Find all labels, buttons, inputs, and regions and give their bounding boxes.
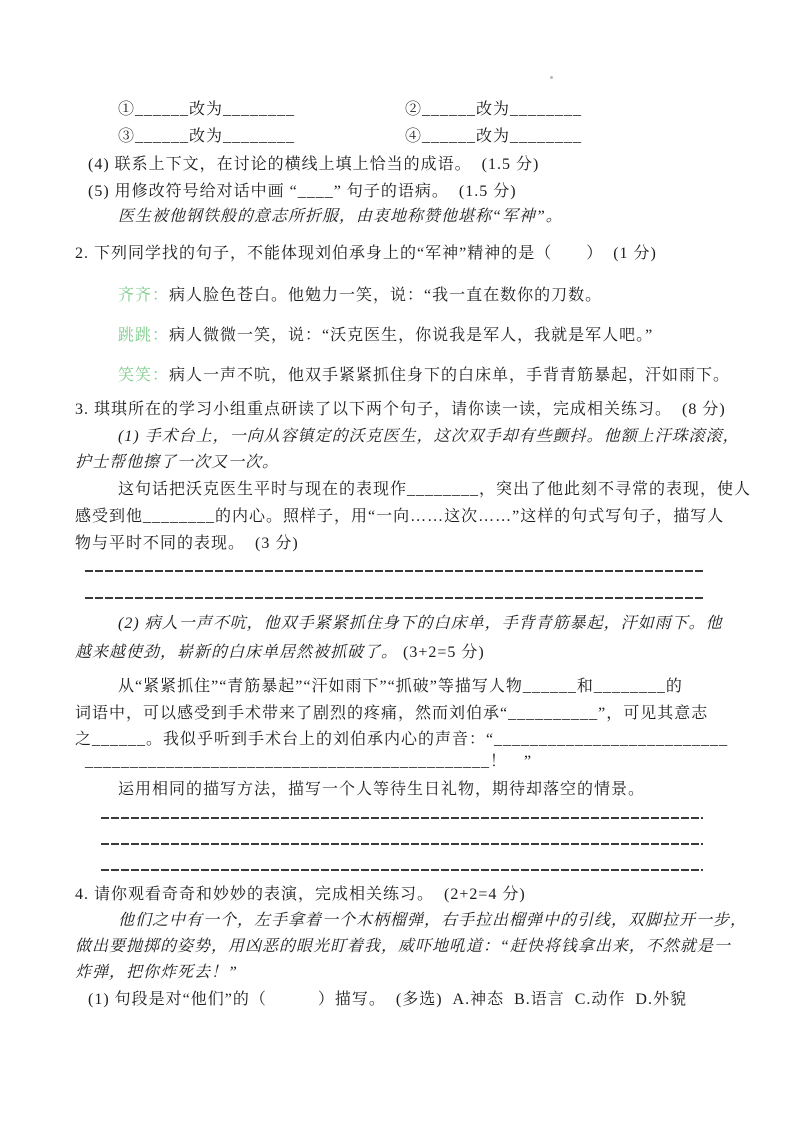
q3-s1-body-line2: 感受到他________的内心。照样子，用“一向……这次……”这样的句式写句子，描写人 xyxy=(75,508,725,525)
q3-sentence1-line2: 护士帮他擦了一次又一次。 xyxy=(75,454,280,471)
q4-stem: 4. 请你观看奇奇和妙妙的表演，完成相关练习。 (2+2=4 分) xyxy=(75,886,526,903)
speaker-text: 病人微微一笑，说：“沃克医生，你说我是军人，我就是军人吧。” xyxy=(169,327,654,344)
q3-s1-body-line3: 物与平时不同的表现。 (3 分) xyxy=(75,535,299,552)
q4-quote-line1: 他们之中有一个，左手拿着一个木柄榴弹，右手拉出榴弹中的引线，双脚拉开一步， xyxy=(118,912,748,929)
speaker-name: 笑笑： xyxy=(118,367,170,384)
q1-quoted-sentence: 医生被他钢铁般的意志所折服，由衷地称赞他堪称“军神”。 xyxy=(118,208,563,225)
q3-s2-body-line4: _____________________________________________！ ” xyxy=(85,753,533,770)
q3-sentence2-line2 xyxy=(75,643,485,663)
q3-sentence1-line1: (1) 手术台上，一向从容镇定的沃克医生，这次双手却有些颤抖。他额上汗珠滚滚， xyxy=(118,428,740,445)
answer-line xyxy=(101,817,703,819)
correction-blank-4: ④______改为________ xyxy=(405,128,583,145)
speaker-name: 跳跳： xyxy=(118,327,170,344)
correction-blank-1: ①______改为________ xyxy=(118,101,296,118)
q2-speaker-row xyxy=(118,366,730,386)
stray-mark xyxy=(550,76,553,79)
speaker-text: 病人脸色苍白。他勉力一笑，说：“我一直在数你的刀数。 xyxy=(169,287,603,304)
answer-line xyxy=(85,597,703,599)
q3-sentence2-line1: (2) 病人一声不吭，他双手紧紧抓住身下的白床单，手背青筋暴起，汗如雨下。他 xyxy=(118,615,723,632)
answer-line xyxy=(101,869,703,871)
q4-quote-line3: 炸弹，把你炸死去！” xyxy=(75,964,238,981)
q4-quote-line2: 做出要抛掷的姿势，用凶恶的眼光盯着我，威吓地吼道：“赶快将钱拿出来，不然就是一 xyxy=(75,938,731,955)
speaker-text: 病人一声不吭，他双手紧紧抓住身下的白床单，手背青筋暴起，汗如雨下。 xyxy=(169,367,731,384)
q2-speaker-row xyxy=(118,286,602,306)
speaker-name: 齐齐： xyxy=(118,287,170,304)
q3-s2-score: (3+2=5 分) xyxy=(398,644,485,661)
q2-stem: 2. 下列同学找的句子，不能体现刘伯承身上的“军神”精神的是（ ） (1 分) xyxy=(75,245,657,262)
answer-line xyxy=(101,843,703,845)
q3-s2-quote-text: 越来越使劲，崭新的白床单居然被抓破了。 xyxy=(75,644,399,661)
correction-blank-2: ②______改为________ xyxy=(405,101,583,118)
q4-item1: (1) 句段是对“他们”的（ ）描写。 (多选) A.神态 B.语言 C.动作 D.外貌 xyxy=(88,991,687,1008)
correction-blank-3: ③______改为________ xyxy=(118,128,296,145)
q3-s2-body-line2: 词语中，可以感受到手术带来了剧烈的疼痛，然而刘伯承“__________”，可见其意志 xyxy=(75,705,709,722)
answer-line xyxy=(85,570,703,572)
q3-s2-body-line3: 之______。我似乎听到手术台上的刘伯承内心的声音：“__________________________ xyxy=(75,731,729,748)
q3-stem: 3. 琪琪所在的学习小组重点研读了以下两个句子，请你读一读，完成相关练习。 (8 分) xyxy=(75,401,726,418)
q1-item4: (4) 联系上下文，在讨论的横线上填上恰当的成语。 (1.5 分) xyxy=(88,156,540,173)
q3-s2-prompt: 运用相同的描写方法，描写一个人等待生日礼物，期待却落空的情景。 xyxy=(118,781,646,798)
q3-s1-body-line1: 这句话把沃克医生平时与现在的表现作________，突出了他此刻不寻常的表现，使人 xyxy=(118,481,752,498)
q3-s2-body-line1: 从“紧紧抓住”“青筋暴起”“汗如雨下”“抓破”等描写人物______和________的 xyxy=(118,678,683,695)
q1-item5: (5) 用修改符号给对话中画 “____” 句子的语病。 (1.5 分) xyxy=(88,183,517,200)
q2-speaker-row xyxy=(118,326,653,346)
